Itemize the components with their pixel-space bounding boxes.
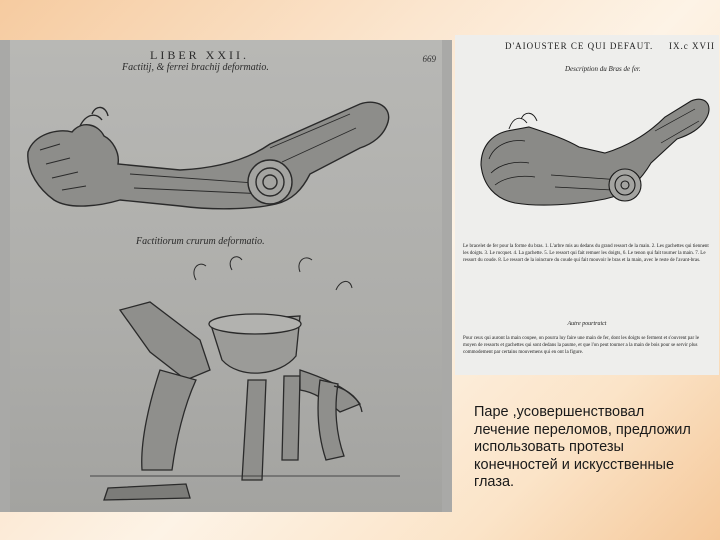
plate-right-text-block-2: Pour ceux qui auront la main coupee, on pourra luy faire une main de fer, dont les doigts se ferment et s'ouvrent par le moyen de ressorts et gachettes qui sont dedans la paume, et que l'on peut tourner a la main de bois pour se servir plus commodement par certains mouvemens qui en ont la figure. bbox=[463, 336, 700, 355]
woodcut-plate-left bbox=[0, 40, 452, 512]
plate-right-header-right: IX.c XVII bbox=[669, 41, 715, 51]
plate-right-text-block: Le bracelet de fer pour la forme du bras. 1. L'arbre mis au dedans du grand ressort de la main. 2. Les gachettes qui tiennent les doigts. 3. Le rocquet. 4. La gachette. 5. Le ressort qui fait remuer les doigts, 6. Le tenon qui fait tourner la main. 7. Le ressort du coude. 8. Le ressort de la ioincture du coude qui fait mouvoir le bras et la main, avec le reste de l'avant-bras. bbox=[463, 244, 709, 263]
woodcut-illustration bbox=[0, 40, 452, 512]
iron-arm-engraving bbox=[455, 35, 719, 245]
plate-right-subhead: Autre pourtraict bbox=[567, 321, 607, 327]
slide-caption: Паре ,усовершенствовал лечение переломов, предложил использовать протезы конечностей и искусственные глаза. bbox=[474, 404, 691, 490]
plate-right-header-left: D'AIOUSTER CE QUI DEFAUT. bbox=[505, 41, 654, 51]
plate-left-subtitle: Factitij, & ferrei brachij deformatio. bbox=[122, 62, 269, 73]
plate-right-description-title: Description du Bras de fer. bbox=[565, 65, 641, 73]
french-page-right bbox=[455, 35, 719, 375]
plate-left-page-number: 669 bbox=[422, 54, 436, 64]
plate-left-header: LIBER XXII. bbox=[150, 48, 249, 62]
plate-left-caption-lower: Factitiorum crurum deformatio. bbox=[136, 236, 265, 247]
iron-arm-drawing bbox=[28, 102, 389, 209]
artificial-legs-drawing bbox=[90, 257, 400, 500]
